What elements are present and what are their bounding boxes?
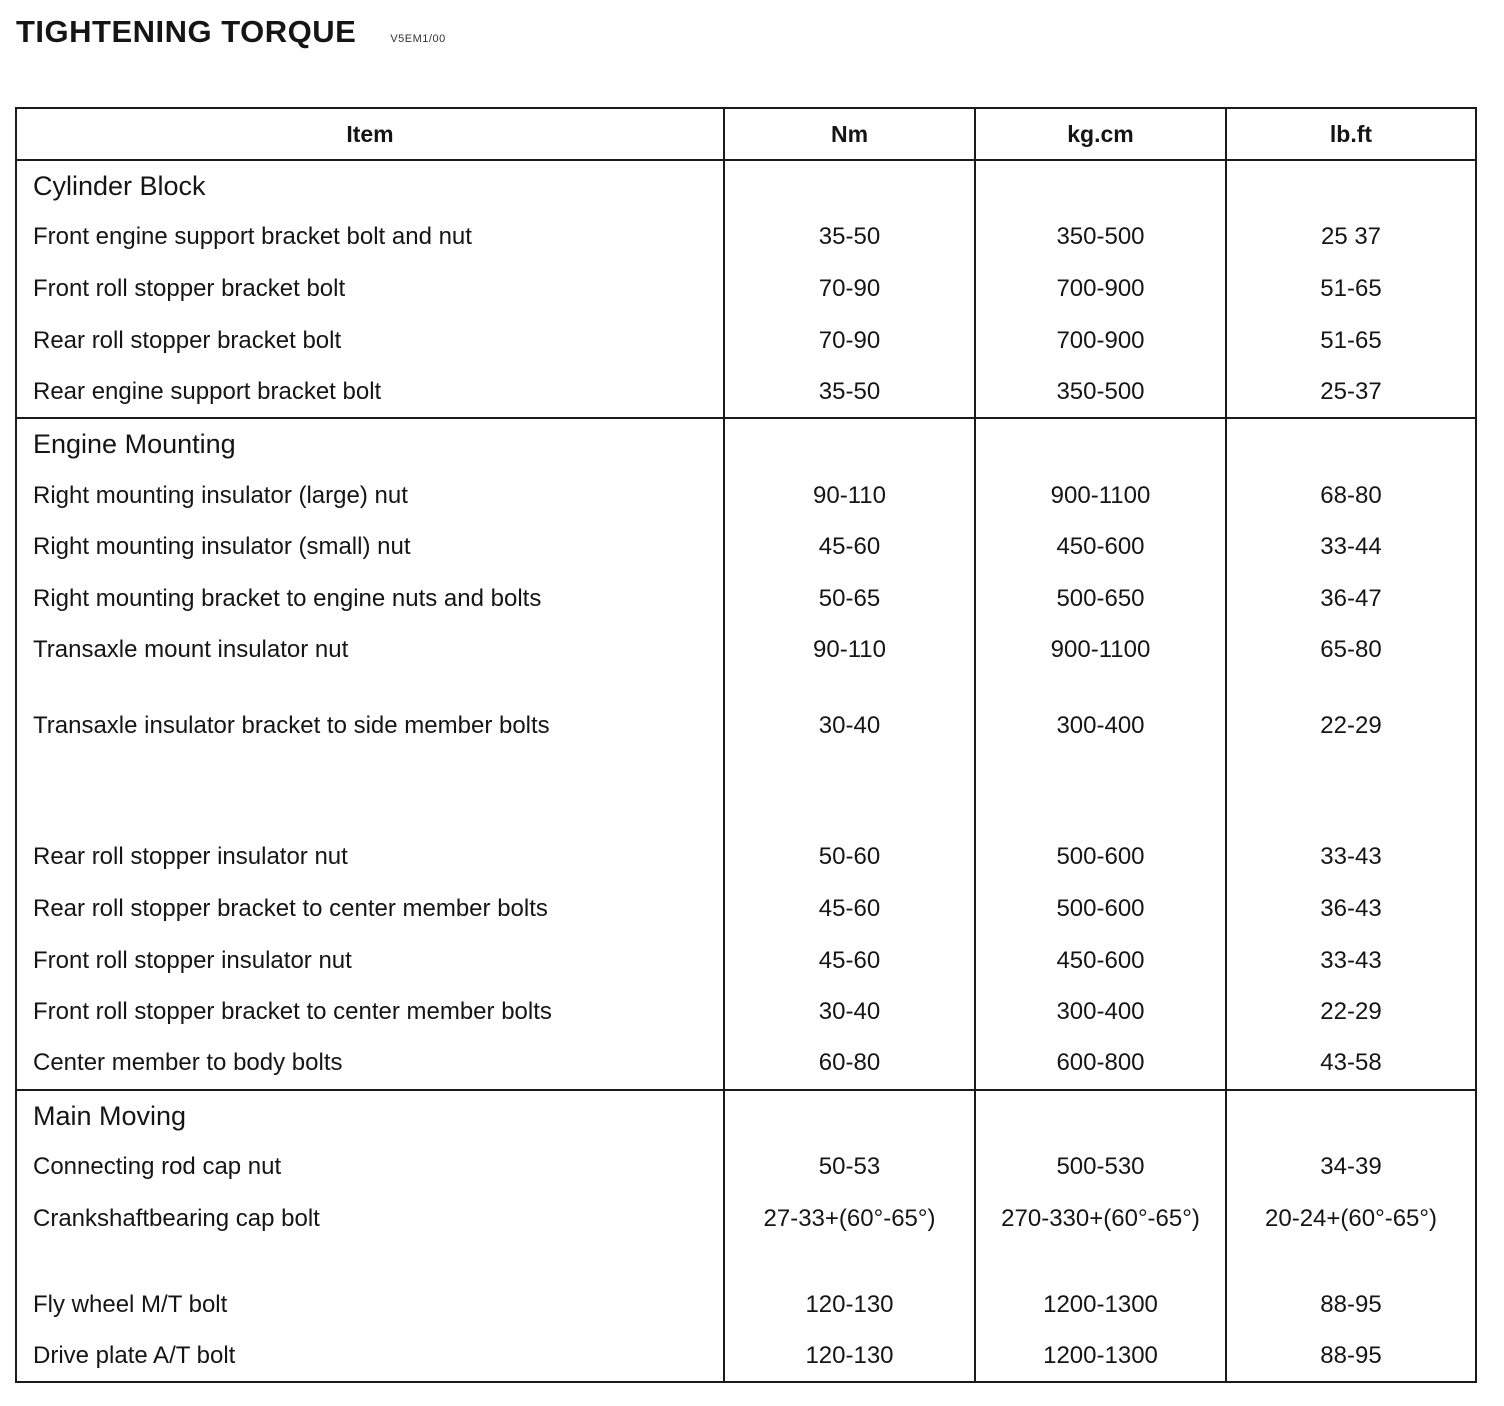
table-header-row [16,108,1476,160]
kgcm-cell: 900-1100 [975,470,1226,522]
torque-table [15,107,1477,1383]
nm-cell: 120-130 [724,1330,975,1382]
lbft-cell: 22-29 [1226,986,1476,1038]
kgcm-cell: 700-900 [975,263,1226,315]
table-row [16,883,1476,935]
lbft-cell: 88-95 [1226,1330,1476,1382]
item-cell: Rear roll stopper bracket bolt [33,326,342,354]
item-cell: Right mounting insulator (large) nut [33,481,408,509]
lbft-cell: 51-65 [1226,315,1476,367]
lbft-cell: 20-24+(60°-65°) [1226,1193,1476,1245]
lbft-cell: 25 37 [1226,212,1476,264]
table-row [16,521,1476,573]
table-row [16,1038,1476,1090]
section-row-main-moving [16,1090,1476,1142]
item-cell: Transaxle mount insulator nut [33,636,349,664]
spacer-row [16,1245,1476,1279]
lbft-cell: 36-47 [1226,573,1476,625]
item-cell: Front engine support bracket bolt and nut [33,223,472,251]
table-row [16,1193,1476,1245]
kgcm-cell: 900-1100 [975,625,1226,677]
page-title [16,14,446,50]
kgcm-cell: 450-600 [975,935,1226,987]
kgcm-cell: 300-400 [975,986,1226,1038]
table-row [16,986,1476,1038]
table-row [16,832,1476,884]
kgcm-cell: 1200-1300 [975,1279,1226,1331]
kgcm-cell: 450-600 [975,521,1226,573]
nm-cell: 35-50 [724,367,975,419]
nm-cell: 45-60 [724,521,975,573]
item-cell: Front roll stopper bracket bolt [33,275,346,303]
item-cell: Rear engine support bracket bolt [33,377,382,405]
item-cell: Center member to body bolts [33,1049,343,1077]
spacer-row [16,776,1476,831]
kgcm-cell: 300-400 [975,676,1226,776]
item-cell: Crankshaftbearing cap bolt [33,1204,320,1232]
section-row-cylinder-block [16,160,1476,212]
nm-cell: 50-53 [724,1141,975,1193]
col-header-nm: Nm [724,108,975,160]
lbft-cell: 88-95 [1226,1279,1476,1331]
table-row [16,212,1476,264]
lbft-cell: 22-29 [1226,676,1476,776]
nm-cell: 50-60 [724,832,975,884]
table-row [16,1330,1476,1382]
table-row [16,263,1476,315]
nm-cell: 70-90 [724,315,975,367]
title-text: TIGHTENING TORQUE [16,14,357,49]
item-cell: Rear roll stopper insulator nut [33,843,348,871]
item-cell: Right mounting insulator (small) nut [33,533,411,561]
kgcm-cell: 600-800 [975,1038,1226,1090]
kgcm-cell: 500-650 [975,573,1226,625]
section-title: Engine Mounting [16,418,724,470]
item-cell: Rear roll stopper bracket to center member bolts [33,895,548,923]
item-cell: Fly wheel M/T bolt [33,1290,228,1318]
table-row [16,935,1476,987]
col-header-lbft: lb.ft [1226,108,1476,160]
nm-cell: 27-33+(60°-65°) [724,1193,975,1245]
item-cell: Front roll stopper bracket to center member bolts [33,998,552,1026]
col-header-kgcm: kg.cm [975,108,1226,160]
lbft-cell: 43-58 [1226,1038,1476,1090]
table-row [16,470,1476,522]
nm-cell: 90-110 [724,625,975,677]
nm-cell: 50-65 [724,573,975,625]
nm-cell: 90-110 [724,470,975,522]
table-row [16,1141,1476,1193]
kgcm-cell: 350-500 [975,212,1226,264]
lbft-cell: 51-65 [1226,263,1476,315]
nm-cell: 30-40 [724,676,975,776]
document-code: V5EM1/00 [390,33,446,45]
item-cell: Right mounting bracket to engine nuts and bolts [33,584,542,612]
col-header-item: Item [16,108,724,160]
table-row [16,625,1476,677]
nm-cell: 30-40 [724,986,975,1038]
item-cell: Transaxle insulator bracket to side member bolts [33,712,550,740]
kgcm-cell: 270-330+(60°-65°) [975,1193,1226,1245]
kgcm-cell: 1200-1300 [975,1330,1226,1382]
section-row-engine-mounting [16,418,1476,470]
nm-cell: 60-80 [724,1038,975,1090]
table-row [16,367,1476,419]
kgcm-cell: 500-530 [975,1141,1226,1193]
kgcm-cell: 350-500 [975,367,1226,419]
nm-cell: 35-50 [724,212,975,264]
lbft-cell: 33-43 [1226,832,1476,884]
lbft-cell: 34-39 [1226,1141,1476,1193]
item-cell: Connecting rod cap nut [33,1153,282,1181]
kgcm-cell: 500-600 [975,832,1226,884]
section-title: Main Moving [16,1090,724,1142]
item-cell: Front roll stopper insulator nut [33,946,352,974]
lbft-cell: 33-43 [1226,935,1476,987]
nm-cell: 45-60 [724,883,975,935]
nm-cell: 45-60 [724,935,975,987]
nm-cell: 70-90 [724,263,975,315]
nm-cell: 120-130 [724,1279,975,1331]
lbft-cell: 68-80 [1226,470,1476,522]
section-title: Cylinder Block [33,170,206,201]
table-row [16,676,1476,776]
lbft-cell: 36-43 [1226,883,1476,935]
lbft-cell: 33-44 [1226,521,1476,573]
kgcm-cell: 700-900 [975,315,1226,367]
lbft-cell: 25-37 [1226,367,1476,419]
table-row [16,573,1476,625]
kgcm-cell: 500-600 [975,883,1226,935]
lbft-cell: 65-80 [1226,625,1476,677]
table-row [16,1279,1476,1331]
item-cell: Drive plate A/T bolt [33,1341,236,1369]
table-row [16,315,1476,367]
